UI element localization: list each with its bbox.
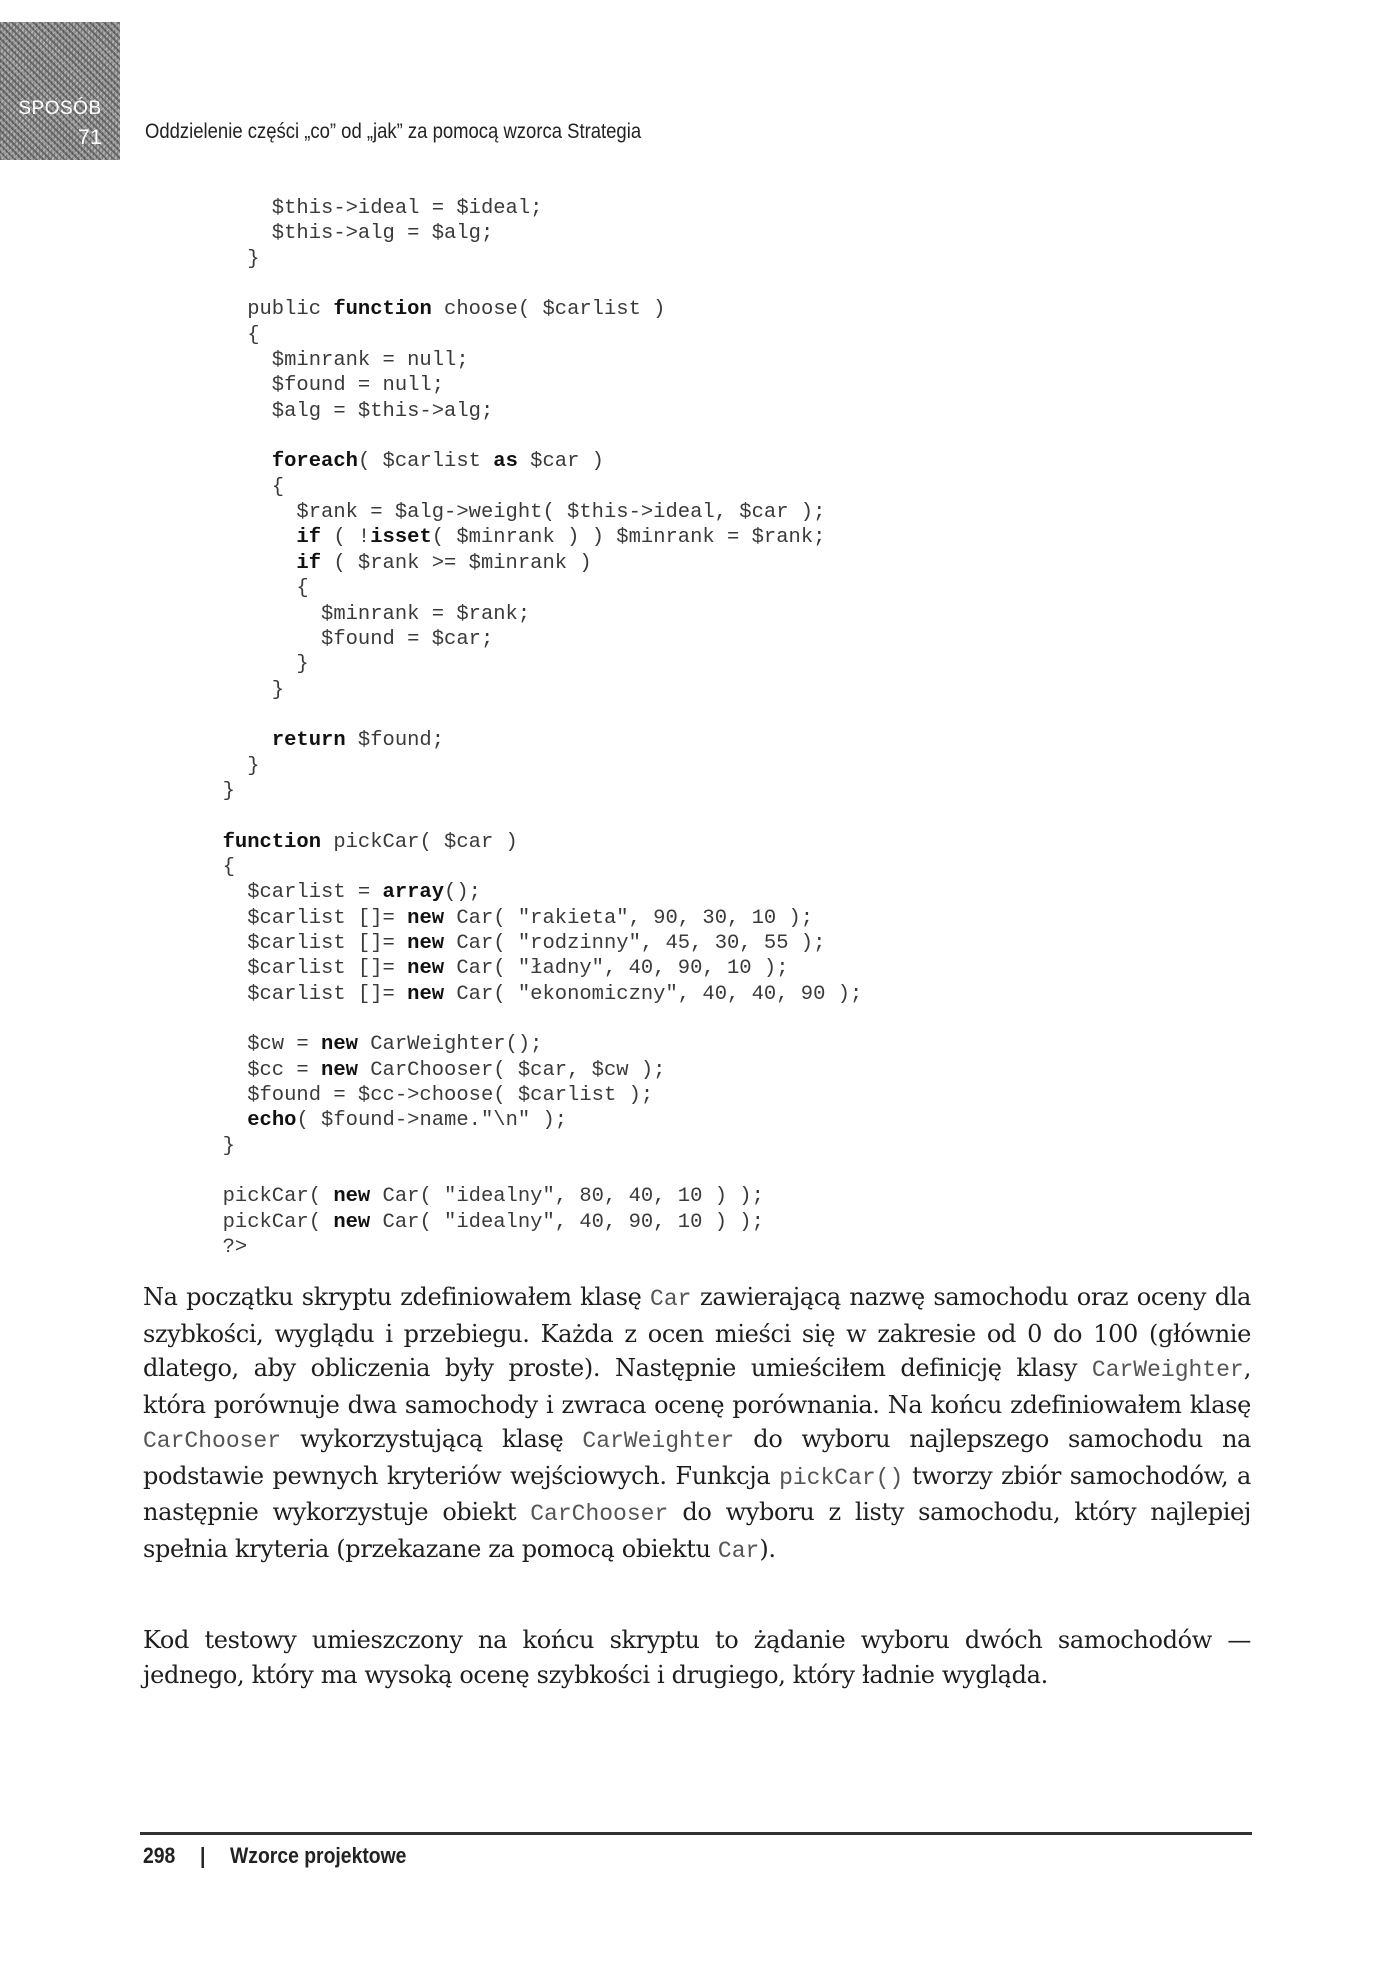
paragraph-text: do wyboru z listy samochodu, który najlepiej spełnia kryteria (przekazane za pomocą obiektu: [143, 1498, 1251, 1563]
code-keyword: new: [333, 1185, 371, 1209]
code-keyword: if: [296, 551, 322, 575]
code-line: [198, 1210, 862, 1235]
page-footer: [143, 1843, 406, 1869]
code-text: $carlist []=: [198, 931, 408, 955]
running-header-title: Oddzielenie części „co” od „jak” za pomocą wzorca Strategia: [145, 120, 642, 143]
code-keyword: array: [382, 881, 445, 905]
code-text: {: [198, 577, 309, 601]
code-line: [198, 830, 862, 855]
code-text: [198, 552, 296, 575]
code-line: [198, 1235, 862, 1260]
code-line: [198, 348, 862, 373]
code-line: [198, 754, 862, 779]
code-text: ( $found->name."\n" );: [296, 1109, 568, 1133]
inline-code: CarWeighter: [1091, 1357, 1244, 1383]
code-line: [198, 906, 862, 931]
code-text: public: [198, 298, 334, 322]
paragraph-text: do wyboru najlepszego samochodu na podstawie pewnych kryteriów wejściowych. Funkcja: [143, 1425, 1252, 1490]
code-text: $found = null;: [198, 374, 445, 398]
code-line: [198, 982, 862, 1007]
code-text: }: [198, 779, 235, 803]
code-text: pickCar(: [198, 1185, 334, 1209]
code-text: $cw =: [198, 1033, 322, 1057]
code-text: }: [198, 247, 260, 271]
code-text: {: [198, 323, 260, 347]
code-line: [198, 272, 862, 297]
code-text: choose( $carlist ): [431, 298, 666, 322]
code-text: $car ): [517, 450, 604, 474]
body-paragraph-2: [143, 1623, 1251, 1692]
footer-rule: [140, 1832, 1252, 1835]
code-text: $found;: [345, 729, 445, 753]
body-paragraph-1: [143, 1280, 1251, 1568]
code-line: [198, 323, 862, 348]
code-text: Car( "idealny", 80, 40, 10 ) );: [370, 1185, 764, 1209]
code-line: [198, 1134, 862, 1159]
code-keyword: echo: [247, 1109, 297, 1133]
code-keyword: new: [321, 1033, 358, 1057]
code-line: [198, 551, 862, 576]
code-line: [198, 373, 862, 398]
code-line: [198, 576, 862, 601]
code-line: [198, 956, 862, 981]
code-text: $this->ideal = $ideal;: [198, 197, 543, 220]
code-line: [198, 449, 862, 474]
code-text: Car( "ekonomiczny", 40, 40, 90 );: [444, 982, 863, 1006]
code-text: Car( "ładny", 40, 90, 10 );: [444, 957, 789, 981]
code-text: [198, 831, 223, 854]
code-keyword: new: [333, 1210, 371, 1234]
code-text: $minrank = $rank;: [198, 602, 531, 626]
code-text: $rank = $alg->weight( $this->ideal, $car );: [198, 501, 826, 525]
code-keyword: function: [222, 830, 322, 854]
code-text: [198, 1109, 247, 1132]
code-line: [198, 1032, 862, 1057]
code-text: $this->alg = $alg;: [198, 222, 494, 246]
code-keyword: new: [407, 931, 445, 955]
inline-code: Car: [717, 1537, 760, 1564]
code-text: $minrank = null;: [198, 349, 469, 373]
code-text: ( $minrank ) ) $minrank = $rank;: [431, 526, 826, 550]
code-line: [198, 475, 862, 500]
code-text: $carlist []=: [198, 906, 408, 930]
code-keyword: new: [321, 1058, 358, 1082]
code-text: $carlist []=: [198, 957, 408, 981]
code-line: [198, 1007, 862, 1032]
code-text: {: [198, 855, 235, 879]
code-keyword: if: [296, 526, 322, 550]
code-keyword: new: [407, 982, 445, 1006]
section-badge: [0, 22, 120, 160]
paragraph-text: , która porównuje dwa samochody i zwraca ocenę porównania. Na końcu zdefiniowałem klasę: [143, 1354, 1251, 1419]
code-keyword: function: [333, 298, 432, 322]
code-text: [198, 450, 272, 473]
inline-code: pickCar(): [779, 1464, 904, 1491]
inline-code: Car: [650, 1286, 692, 1312]
inline-code: CarChooser: [143, 1428, 282, 1454]
paragraph-text: Na początku skryptu zdefiniowałem klasę: [143, 1283, 651, 1311]
code-text: $cc =: [198, 1058, 322, 1082]
code-text: [198, 526, 296, 549]
code-line: [198, 678, 862, 703]
code-text: [198, 729, 272, 752]
code-text: {: [198, 475, 285, 499]
code-keyword: as: [493, 450, 518, 474]
code-line: [198, 1083, 862, 1108]
page-number: 298: [143, 1843, 176, 1868]
code-line: [198, 247, 862, 272]
code-line: [198, 804, 862, 829]
footer-separator: |: [199, 1843, 206, 1868]
code-text: $carlist []=: [198, 982, 408, 1006]
code-text: Car( "rakieta", 90, 30, 10 );: [444, 906, 814, 930]
code-text: CarWeighter();: [357, 1033, 543, 1057]
code-line: [198, 1159, 862, 1184]
code-line: [198, 627, 862, 652]
code-line: [198, 424, 862, 449]
code-text: $carlist =: [198, 881, 383, 905]
code-text: pickCar(: [198, 1210, 334, 1234]
code-line: [198, 1184, 862, 1209]
code-line: [198, 297, 862, 322]
inline-code: CarWeighter: [582, 1428, 735, 1454]
code-text: $found = $car;: [198, 627, 494, 651]
code-text: CarChooser( $car, $cw );: [357, 1058, 666, 1082]
code-text: }: [198, 1134, 235, 1158]
code-text: }: [198, 653, 309, 677]
code-line: [198, 602, 862, 627]
code-line: [198, 855, 862, 880]
paragraph-text: tworzy zbiór samochodów, a następnie wykorzystuje obiekt: [143, 1461, 1251, 1526]
code-line: [198, 1108, 862, 1133]
code-text: ?>: [198, 1236, 248, 1260]
code-line: [198, 779, 862, 804]
code-listing: [198, 196, 862, 1260]
code-keyword: new: [407, 906, 445, 930]
code-text: $alg = $this->alg;: [198, 399, 494, 423]
paragraph-text: ).: [759, 1534, 776, 1563]
code-keyword: return: [271, 729, 346, 753]
code-text: Car( "rodzinny", 45, 30, 55 );: [444, 931, 826, 955]
code-keyword: new: [407, 957, 445, 981]
code-line: [198, 652, 862, 677]
code-keyword: isset: [370, 526, 432, 550]
book-title: Wzorce projektowe: [230, 1843, 407, 1868]
code-text: }: [198, 678, 285, 702]
badge-number: 71: [78, 126, 103, 149]
code-text: }: [198, 754, 260, 778]
code-text: Car( "idealny", 40, 90, 10 ) );: [370, 1210, 764, 1234]
code-line: [198, 500, 862, 525]
code-line: [198, 221, 862, 246]
inline-code: CarChooser: [530, 1501, 669, 1527]
code-line: [198, 931, 862, 956]
paragraph-text: wykorzystującą klasę: [281, 1425, 583, 1453]
code-line: [198, 703, 862, 728]
code-line: [198, 196, 862, 221]
code-text: ( $carlist: [357, 450, 494, 474]
code-line: [198, 399, 862, 424]
code-line: [198, 728, 862, 753]
code-text: ( $rank >= $minrank ): [321, 551, 592, 575]
paragraph-text: Kod testowy umieszczony na końcu skryptu to żądanie wyboru dwóch samochodów — jednego, który ma wysoką ocenę szybkości i drugiego, który ładnie wygląda.: [143, 1626, 1251, 1689]
code-text: ();: [444, 881, 481, 905]
badge-label: SPOSÓB: [18, 98, 102, 119]
code-line: [198, 1058, 862, 1083]
paragraph-text: zawierającą nazwę samochodu oraz oceny dla szybkości, wyglądu i przebiegu. Każda z ocen mieści się w zakresie od 0 do 100 (głównie dlatego, aby obliczenia były proste). Następnie umieściłem definicję klasy: [143, 1283, 1251, 1382]
code-text: $found = $cc->choose( $carlist );: [198, 1084, 654, 1108]
code-keyword: foreach: [271, 450, 358, 474]
code-text: ( !: [321, 526, 371, 550]
code-line: [198, 880, 862, 905]
code-text: pickCar( $car ): [321, 830, 518, 854]
code-line: [198, 525, 862, 550]
